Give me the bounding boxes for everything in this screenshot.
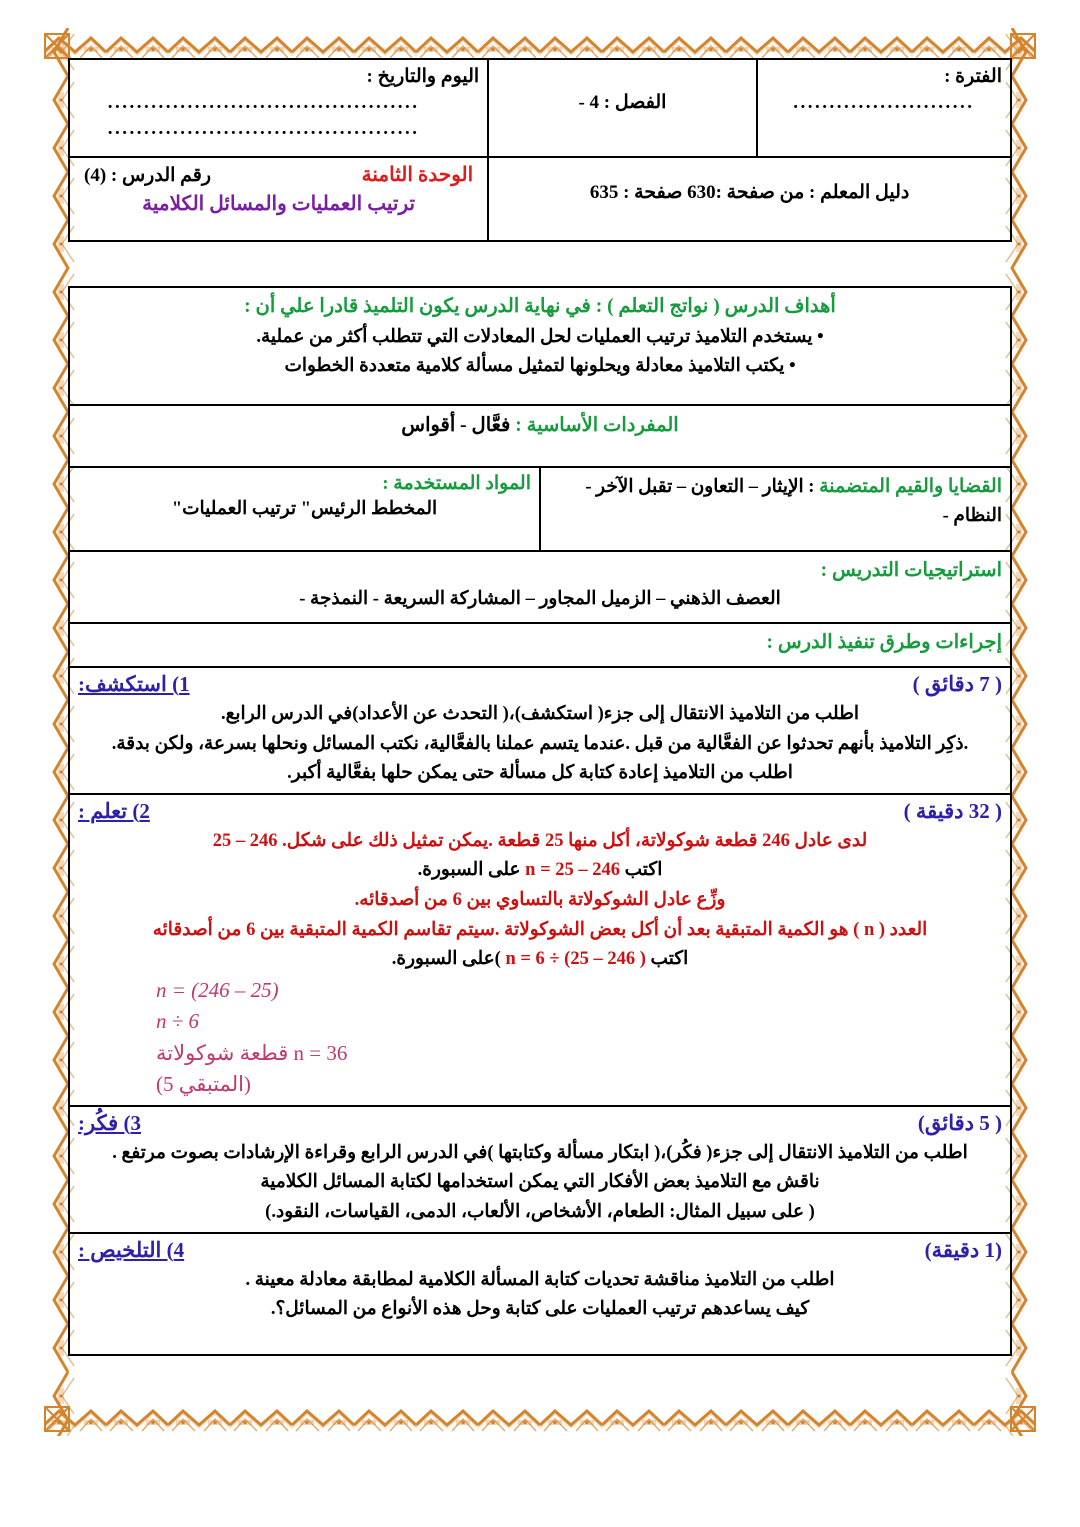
step-1-line-1: اطلب من التلاميذ الانتقال إلى جزء( استكشف)،( التحدث عن الأعداد)في الدرس الرابع. xyxy=(220,704,860,724)
lesson-number: رقم الدرس : (4) xyxy=(84,165,212,186)
strategies-row xyxy=(69,551,1011,623)
learn-line-5-math: ( 246 – 25) ÷ 6 = n xyxy=(505,949,646,970)
learn-equation-1: n = (246 – 25) xyxy=(156,977,279,1002)
learn-equation-4: (المتبقي 5) xyxy=(156,1072,251,1097)
learn-line-5-suffix: )على السبورة. xyxy=(391,949,501,970)
unit-cell xyxy=(69,157,488,241)
ornament-border-top xyxy=(44,28,1036,62)
learn-line-2 xyxy=(78,856,1002,886)
objectives-cell xyxy=(69,287,1011,405)
vocabulary-cell xyxy=(69,405,1011,467)
procedures-cell xyxy=(69,623,1011,667)
learn-line-5 xyxy=(78,945,1002,975)
step-4-line-1: اطلب من التلاميذ مناقشة تحديات كتابة المسألة الكلامية لمطابقة معادلة معينة . xyxy=(245,1269,835,1290)
step-1-line-3: اطلب من التلاميذ إعادة كتابة كل مسألة حتى يمكن حلها بفعَّالية أكبر. xyxy=(287,763,793,784)
procedures-row xyxy=(69,623,1011,667)
learn-line-5-prefix: اكتب xyxy=(650,949,689,970)
step-learn-row xyxy=(69,794,1011,1106)
date-dots-2: ........................................... xyxy=(107,118,420,140)
step-think-row xyxy=(69,1106,1011,1233)
learn-line-2-prefix: اكتب xyxy=(624,860,663,881)
guide-cell xyxy=(488,157,1011,241)
learn-equation-3: n = 36 قطعة شوكولاتة xyxy=(156,1040,348,1065)
objectives-title: أهداف الدرس ( نواتج التعلم ) : في نهاية الدرس يكون التلميذ قادرا علي أن : xyxy=(244,296,836,317)
learn-line-1: لدى عادل 246 قطعة شوكولاتة، أكل منها 25 قطعة .يمكن تمثيل ذلك على شكل. 246 – 25 xyxy=(212,830,868,851)
step-explore-row xyxy=(69,667,1011,794)
learn-line-2-math: 246 – 25 = n xyxy=(525,860,621,881)
strategies-value: العصف الذهني – الزميل المجاور – المشاركة السريعة - النمذجة - xyxy=(299,589,781,610)
values-label: القضايا والقيم المتضمنة xyxy=(819,476,1002,497)
step-3-title: 3) فكُر: xyxy=(78,1110,141,1135)
objective-item-2: • يكتب التلاميذ معادلة ويحلونها لتمثيل مسألة كلامية متعددة الخطوات xyxy=(284,355,796,376)
step-1-line-2: .ذكِر التلاميذ بأنهم تحدثوا عن الفعَّالية من قبل .عندما يتسم عملنا بالفعَّالية، نكتب المسائل ونحلها بسرعة، ولكن بدقة. xyxy=(111,733,969,754)
class-cell xyxy=(488,59,756,157)
objective-item-1: • يستخدم التلاميذ ترتيب العمليات لحل المعادلات التي تتطلب أكثر من عملية. xyxy=(256,327,824,348)
step-2-time: ( 32 دقيقة ) xyxy=(903,798,1002,823)
step-4-line-2: كيف يساعدهم ترتيب العمليات على كتابة وحل هذه الأنواع من المسائل؟. xyxy=(270,1299,810,1320)
period-cell xyxy=(757,59,1011,157)
materials-value: المخطط الرئيس" ترتيب العمليات" xyxy=(171,499,438,519)
body-table xyxy=(68,286,1012,1356)
date-dots-1: ........................................... xyxy=(107,91,420,113)
step-3-line-2: ناقش مع التلاميذ بعض الأفكار التي يمكن استخدامها لكتابة المسائل الكلامية xyxy=(260,1172,820,1193)
step-2-title: 2) تعلم : xyxy=(78,798,150,823)
strategies-cell xyxy=(69,551,1011,623)
date-label: اليوم والتاريخ : xyxy=(366,66,480,87)
step-4-title: 4) التلخيص : xyxy=(78,1237,185,1262)
step-learn-cell xyxy=(69,794,1011,1106)
step-1-title: 1) استكشف: xyxy=(78,672,190,696)
procedures-label: إجراءات وطرق تنفيذ الدرس : xyxy=(766,632,1002,653)
period-dots: ......................... xyxy=(793,91,975,113)
learn-line-3: وزِّع عادل الشوكولاتة بالتساوي بين 6 من أصدقائه. xyxy=(354,889,726,910)
step-summary-row xyxy=(69,1233,1011,1355)
step-1-time: ( 7 دقائق ) xyxy=(912,672,1002,696)
materials-cell xyxy=(69,467,540,551)
learn-line-4: العدد ( n ) هو الكمية المتبقية بعد أن أكل بعض الشوكولاتة .سيتم تقاسم الكمية المتبقية بين 6 من أصدقائه xyxy=(152,919,928,940)
materials-row xyxy=(69,467,1011,551)
materials-label: المواد المستخدمة : xyxy=(382,473,531,494)
date-cell xyxy=(69,59,488,157)
objectives-row xyxy=(69,287,1011,405)
lesson-content xyxy=(68,58,1012,1356)
strategies-label: استراتيجيات التدريس : xyxy=(820,560,1002,581)
step-think-cell xyxy=(69,1106,1011,1233)
values-cell xyxy=(540,467,1011,551)
vocabulary-value: فعَّال - أقواس xyxy=(401,415,511,436)
header-row-bottom xyxy=(69,157,1011,241)
step-4-time: (1 دقيقة) xyxy=(924,1237,1002,1262)
step-3-time: ( 5 دقائق) xyxy=(917,1110,1002,1135)
vocabulary-row xyxy=(69,405,1011,467)
guide-line: دليل المعلم : من صفحة :630 صفحة : 635 xyxy=(589,182,910,203)
header-table xyxy=(68,58,1012,242)
values-value: : الإيثار – التعاون – تقبل الآخر - النظام - xyxy=(585,477,1002,526)
step-explore-cell xyxy=(69,667,1011,794)
vocabulary-label: المفردات الأساسية : xyxy=(515,415,679,436)
header-row-top xyxy=(69,59,1011,157)
ornament-border-bottom xyxy=(44,1401,1036,1435)
step-3-line-3: ( على سبيل المثال: الطعام، الأشخاص، الألعاب، الدمى، القياسات، النقود.) xyxy=(265,1201,815,1222)
learn-line-2-suffix: على السبورة. xyxy=(417,860,521,881)
unit-title: الوحدة الثامنة xyxy=(361,164,474,186)
step-3-line-1: اطلب من التلاميذ الانتقال إلى جزء( فكُر)،( ابتكار مسألة وكتابتها )في الدرس الرابع وقراءة الإرشادات بصوت مرتفع . xyxy=(112,1142,968,1163)
period-label: الفترة : xyxy=(944,66,1002,87)
step-summary-cell xyxy=(69,1233,1011,1355)
lesson-title: ترتيب العمليات والمسائل الكلامية xyxy=(142,192,416,215)
learn-equation-2: n ÷ 6 xyxy=(156,1009,200,1034)
class-label: الفصل : 4 - xyxy=(578,92,667,113)
